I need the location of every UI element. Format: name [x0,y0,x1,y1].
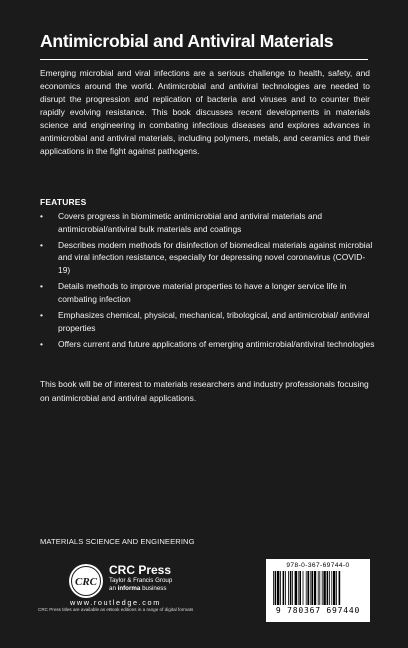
book-title: Antimicrobial and Antiviral Materials [40,31,334,51]
barcode-bar [275,571,277,605]
barcode-bar [280,571,281,605]
barcode-bar [322,571,323,605]
publisher-group: Taylor & Francis Group [109,577,173,584]
barcode-bar [307,571,309,605]
barcode-digits: 9 780367 697440 [275,606,361,615]
barcode-panel [266,559,370,622]
barcode-bar [336,571,337,605]
barcode-bar [277,571,279,605]
isbn-number: 978-0-367-69744-0 [286,562,350,569]
feature-text: Details methods to improve material properties to have a longer service life in combating infection [58,281,347,304]
business-name: informa [117,585,141,592]
feature-item [40,338,376,351]
features-heading: FEATURES [40,197,87,207]
barcode-bar [298,571,299,605]
feature-text: Describes modern methods for disinfection of biomedical materials against microbial and viral infection resistance, especially for depressing novel coronavirus (COVID-19) [58,239,373,275]
feature-item [40,309,376,334]
bullet-icon: • [40,281,43,292]
barcode-bar [288,571,289,605]
ebook-note: CRC Press titles are available as eBook editions in a range of digital formats [38,607,194,612]
barcode-bar [292,571,293,605]
title-divider [40,59,368,60]
intro-paragraph: Emerging microbial and viral infections are a serious challenge to health, safety, and economics around the world. Antimicrobial and antiviral technologies are needed to disrupt the progression and replication of bacteria and viruses and to counter their rapidly evolving resistance. This book discusses recent developments in materials science and engineering in combating infectious diseases and explores advances in antimicrobial and antiviral materials, including polymers, metals, and ceramics and their applications in the fight against pathogens. [40,68,370,156]
feature-text: Emphasizes chemical, physical, mechanical, tribological, and antimicrobial/ antiviral properties [58,309,370,333]
business-prefix: an [109,585,116,592]
barcode-bar [303,571,304,605]
barcode-bar [323,571,325,605]
barcode-bar [331,571,332,605]
logo-lettering: CRC [74,576,98,588]
bullet-icon: • [40,309,43,320]
closing-paragraph: This book will be of interest to materials researchers and industry professionals focusing on antimicrobial and antiviral applications. [40,379,369,403]
barcode-bar [318,571,319,605]
publisher-name: CRC Press [109,563,172,577]
bullet-icon: • [40,211,43,221]
publisher-url: www.routledge.com [70,598,161,607]
features-list [40,210,376,354]
bullet-icon: • [40,338,43,349]
barcode-bar [306,571,307,605]
feature-item [40,280,376,305]
barcode-bar [339,571,341,605]
bullet-icon: • [40,239,43,250]
feature-item [40,239,376,277]
barcode-bar [314,571,316,605]
barcode-bar [283,571,285,605]
barcode-bar [290,571,292,605]
barcode-bar [295,571,297,605]
barcode-bar [310,571,311,605]
barcode-bar [327,571,329,605]
business-suffix: business [142,585,167,592]
publisher-business [109,585,166,592]
feature-text: Covers progress in biomimetic antimicrobial and antiviral materials and antimicrobial/antiviral bulk materials and coatings [58,211,323,234]
barcode-bar [329,571,330,605]
barcode-bar [285,571,286,605]
barcode-bar [319,571,320,605]
barcode-bar [333,571,335,605]
crc-logo-icon [68,563,104,599]
feature-item [40,210,376,235]
barcode-bar [299,571,301,605]
barcode-bar [273,571,274,605]
series-name: MATERIALS SCIENCE AND ENGINEERING [40,537,195,546]
barcode-bars [272,571,364,605]
feature-text: Offers current and future applications of emerging antimicrobial/antiviral technologies [58,338,375,349]
barcode-bar [311,571,313,605]
